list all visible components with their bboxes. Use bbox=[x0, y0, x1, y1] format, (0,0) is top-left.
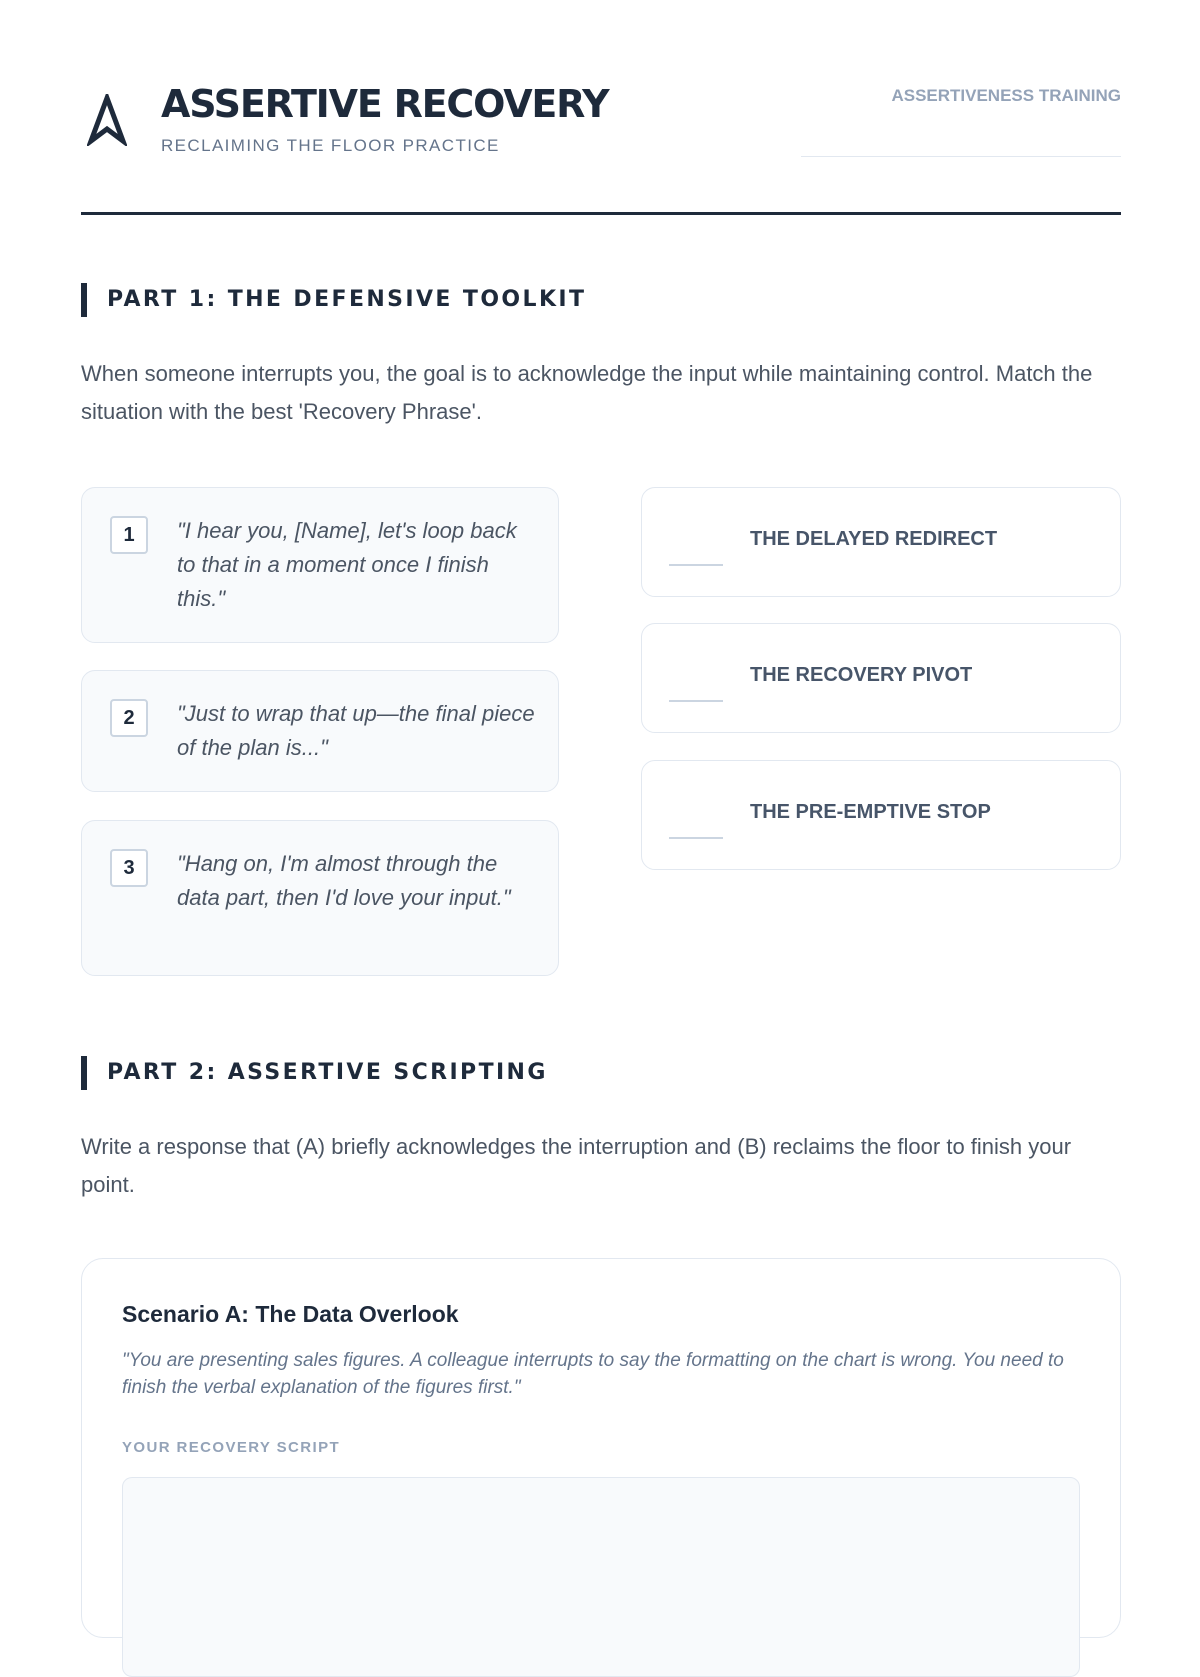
section-accent-bar bbox=[81, 283, 87, 317]
quote-text: "Hang on, I'm almost through the data part, then I'd love your input." bbox=[177, 851, 511, 910]
answer-label: THE DELAYED REDIRECT bbox=[750, 528, 998, 550]
quote-card-2 bbox=[81, 670, 559, 792]
answer-card-1 bbox=[641, 487, 1121, 597]
page-header bbox=[81, 60, 1121, 215]
answer-blank[interactable] bbox=[669, 564, 723, 566]
part2-heading bbox=[81, 1056, 1121, 1090]
answer-card-2 bbox=[641, 623, 1121, 733]
part1-title: PART 1: THE DEFENSIVE TOOLKIT bbox=[107, 287, 587, 312]
page-title: ASSERTIVE RECOVERY bbox=[161, 82, 609, 126]
answer-blank[interactable] bbox=[669, 837, 723, 839]
quote-card-1 bbox=[81, 487, 559, 643]
quote-number: 2 bbox=[110, 699, 148, 737]
part1-heading bbox=[81, 283, 1121, 317]
scenario-description: "You are presenting sales figures. A colleague interrupts to say the formatting on the chart is wrong. You need to finish the verbal explanation of the figures first." bbox=[122, 1350, 1064, 1398]
answer-label: THE RECOVERY PIVOT bbox=[750, 664, 973, 686]
script-field-label: YOUR RECOVERY SCRIPT bbox=[122, 1439, 341, 1456]
navigation-arrow-icon bbox=[87, 94, 127, 146]
quote-number: 1 bbox=[110, 516, 148, 554]
scenario-title: Scenario A: The Data Overlook bbox=[122, 1301, 459, 1327]
answer-blank[interactable] bbox=[669, 700, 723, 702]
quote-number: 3 bbox=[110, 849, 148, 887]
header-divider bbox=[81, 212, 1121, 215]
page-subtitle: RECLAIMING THE FLOOR PRACTICE bbox=[161, 136, 500, 155]
answer-card-3 bbox=[641, 760, 1121, 870]
recovery-script-input[interactable] bbox=[122, 1477, 1080, 1677]
part2-title: PART 2: ASSERTIVE SCRIPTING bbox=[107, 1060, 548, 1085]
program-tag: ASSERTIVENESS TRAINING bbox=[891, 86, 1121, 105]
part2-instructions: Write a response that (A) briefly acknowledges the interruption and (B) reclaims the floor to finish your point. bbox=[81, 1134, 1072, 1197]
header-tag-divider bbox=[801, 156, 1121, 157]
part1-instructions: When someone interrupts you, the goal is to acknowledge the input while maintaining control. Match the situation with the best 'Recovery Phrase'. bbox=[81, 361, 1093, 424]
quote-text: "I hear you, [Name], let's loop back to that in a moment once I finish this." bbox=[177, 518, 517, 611]
scenario-card bbox=[81, 1258, 1121, 1638]
answer-label: THE PRE-EMPTIVE STOP bbox=[750, 801, 991, 823]
quote-text: "Just to wrap that up—the final piece of the plan is..." bbox=[177, 701, 535, 760]
quote-card-3 bbox=[81, 820, 559, 976]
section-accent-bar bbox=[81, 1056, 87, 1090]
